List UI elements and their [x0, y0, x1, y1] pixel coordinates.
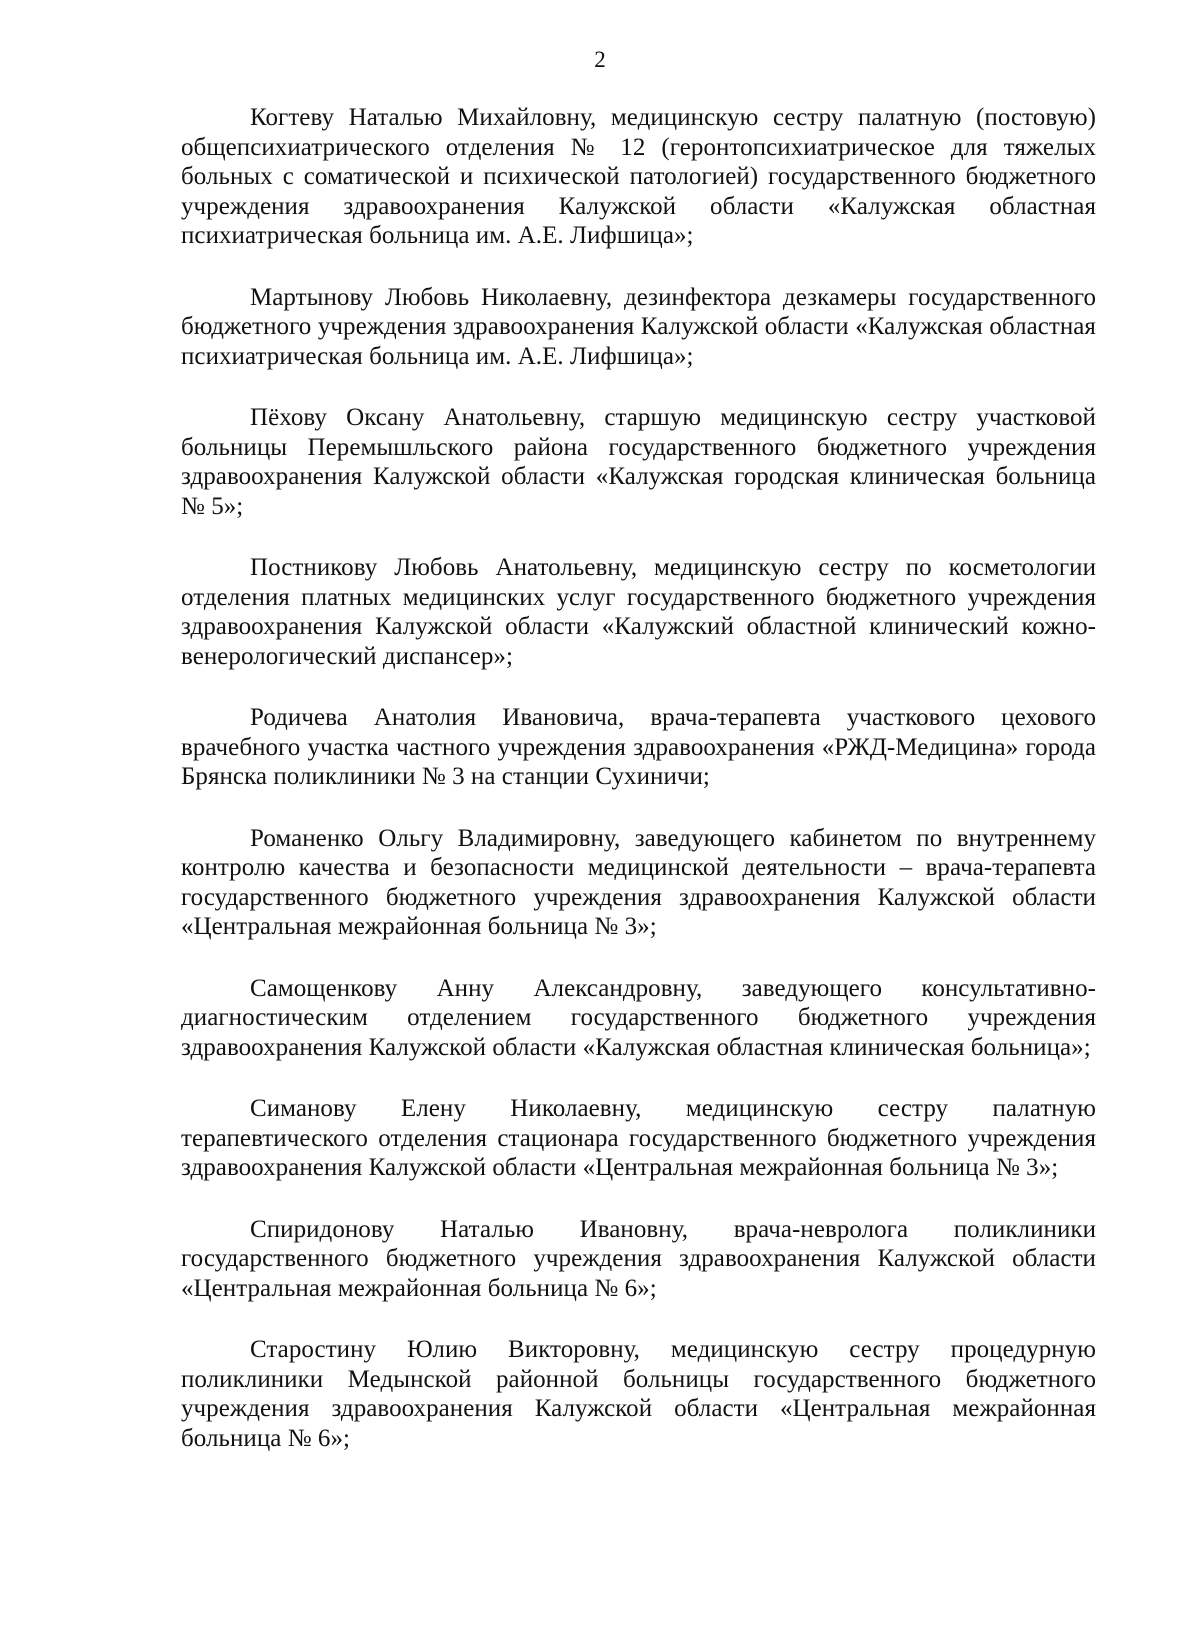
award-entry: Когтеву Наталью Михайловну, медицинскую сестру палатную (постовую) общепсихиатрического отделения № 12 (геронтопсихиатрическое для тяжелых больных с соматической и психической патологией) государственного бюджетного учреждения здравоохранения Калужской области «Калужская областная психиатрическая больница им. А.Е. Лифшица»;: [181, 104, 1096, 249]
award-entry: Родичева Анатолия Ивановича, врача-терапевта участкового цехового врачебного участка частного учреждения здравоохранения «РЖД-Медицина» города Брянска поликлиники № 3 на станции Сухиничи;: [181, 704, 1096, 790]
award-entry: Постникову Любовь Анатольевну, медицинскую сестру по косметологии отделения платных медицинских услуг государственного бюджетного учреждения здравоохранения Калужской области «Калужский областной клинический кожно-венерологический диспансер»;: [181, 554, 1096, 670]
award-entry: Старостину Юлию Викторовну, медицинскую сестру процедурную поликлиники Медынской районной больницы государственного бюджетного учреждения здравоохранения Калужской области «Центральная межрайонная больница № 6»;: [181, 1336, 1096, 1452]
award-entry: Спиридонову Наталью Ивановну, врача-невролога поликлиники государственного бюджетного учреждения здравоохранения Калужской области «Центральная межрайонная больница № 6»;: [181, 1215, 1096, 1302]
document-body: [181, 103, 1096, 1485]
award-entry: Пёхову Оксану Анатольевну, старшую медицинскую сестру участковой больницы Перемышльского района государственного бюджетного учреждения здравоохранения Калужской области «Калужская городская клиническая больница № 5»;: [181, 404, 1096, 520]
page-number: 2: [594, 47, 606, 72]
award-entry: Романенко Ольгу Владимировну, заведующего кабинетом по внутреннему контролю качества и безопасности медицинской деятельности – врача-терапевта государственного бюджетного учреждения здравоохранения Калужской области «Центральная межрайонная больница № 3»;: [181, 824, 1096, 940]
award-entry: Мартынову Любовь Николаевну, дезинфектора дезкамеры государственного бюджетного учреждения здравоохранения Калужской области «Калужская областная психиатрическая больница им. А.Е. Лифшица»;: [181, 283, 1096, 370]
award-entry: Самощенкову Анну Александровну, заведующего консультативно-диагностическим отделением государственного бюджетного учреждения здравоохранения Калужской области «Калужская областная клиническая больница»;: [181, 974, 1096, 1061]
award-entry: Симанову Елену Николаевну, медицинскую сестру палатную терапевтического отделения стационара государственного бюджетного учреждения здравоохранения Калужской области «Центральная межрайонная больница № 3»;: [181, 1095, 1096, 1181]
